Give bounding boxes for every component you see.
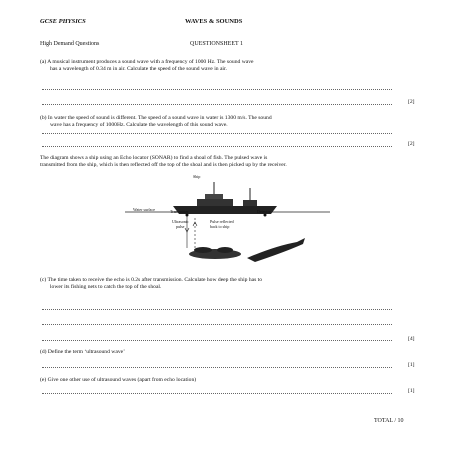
answer-line — [42, 324, 392, 325]
fish-icon — [194, 247, 212, 253]
water-surface-label: Water surface — [133, 207, 155, 212]
ship-label: Ship — [193, 174, 201, 179]
total-marks: TOTAL / 10 — [374, 418, 404, 424]
question-c-line-2: lower its fishing nets to catch the top of the shoal. — [50, 284, 162, 290]
answer-line — [42, 104, 392, 105]
question-e-line-1: (e) Give one other use of ultrasound waves (apart from echo location) — [40, 377, 197, 383]
diagram-intro-line-2: transmitted from the ship, which is then reflected off the top of the shoal and is then picked up by the receiver. — [40, 162, 287, 168]
pulse-label-line-1: Ultrasonic — [172, 219, 189, 224]
large-fish-icon — [247, 238, 305, 262]
ship-cabin — [197, 199, 233, 206]
question-b-mark: [2] — [408, 141, 415, 147]
question-c-line-1: (c) The time taken to receive the echo is 0.2s after transmission. Calculate how deep the ship has to — [40, 277, 263, 283]
question-a-line-1: (a) A musical instrument produces a sound wave with a frequency of 1000 Hz. The sound wave — [40, 59, 254, 65]
answer-line — [42, 133, 392, 134]
answer-line — [42, 89, 392, 90]
question-b-line-1: (b) In water the speed of sound is different. The speed of a sound wave in water is 1300 m/s. The sound — [40, 115, 272, 121]
question-d-mark: [1] — [408, 362, 415, 368]
reflected-label-line-2: back to ship — [210, 224, 230, 229]
answer-line — [42, 309, 392, 310]
pulse-label-line-2: pulse — [176, 224, 185, 229]
sheet-label: QUESTIONSHEET 1 — [190, 41, 244, 47]
answer-line — [42, 393, 392, 394]
fish-icon — [217, 247, 233, 253]
reflected-label-line-1: Pulse reflected — [210, 219, 234, 224]
answer-line — [42, 340, 392, 341]
ship-stern-cabin — [243, 200, 257, 206]
demand-label: High Demand Questions — [40, 41, 100, 47]
question-b-line-2: wave has a frequency of 1000Hz. Calculate the wavelength of this sound wave. — [50, 122, 228, 128]
topic-title: WAVES & SOUNDS — [185, 18, 243, 25]
question-a-line-2: has a wavelength of 0.34 m in air. Calculate the speed of the sound wave in air. — [50, 66, 227, 72]
question-e-mark: [1] — [408, 388, 415, 394]
transmitter-label: Transmitter — [170, 209, 189, 214]
sonar-diagram — [125, 172, 330, 264]
answer-line — [42, 367, 392, 368]
diagram-intro-line-1: The diagram shows a ship using an Echo locator (SONAR) to find a shoal of fish. The pulsed wave is — [40, 155, 268, 161]
answer-line — [42, 146, 392, 147]
question-c-mark: [4] — [408, 336, 415, 342]
question-a-mark: [2] — [408, 99, 415, 105]
ship-bridge — [205, 194, 223, 199]
detector-label: Detector — [257, 209, 271, 214]
question-d-line-1: (d) Define the term ‘ultrasound wave’ — [40, 349, 125, 355]
subject-title: GCSE PHYSICS — [40, 18, 86, 25]
